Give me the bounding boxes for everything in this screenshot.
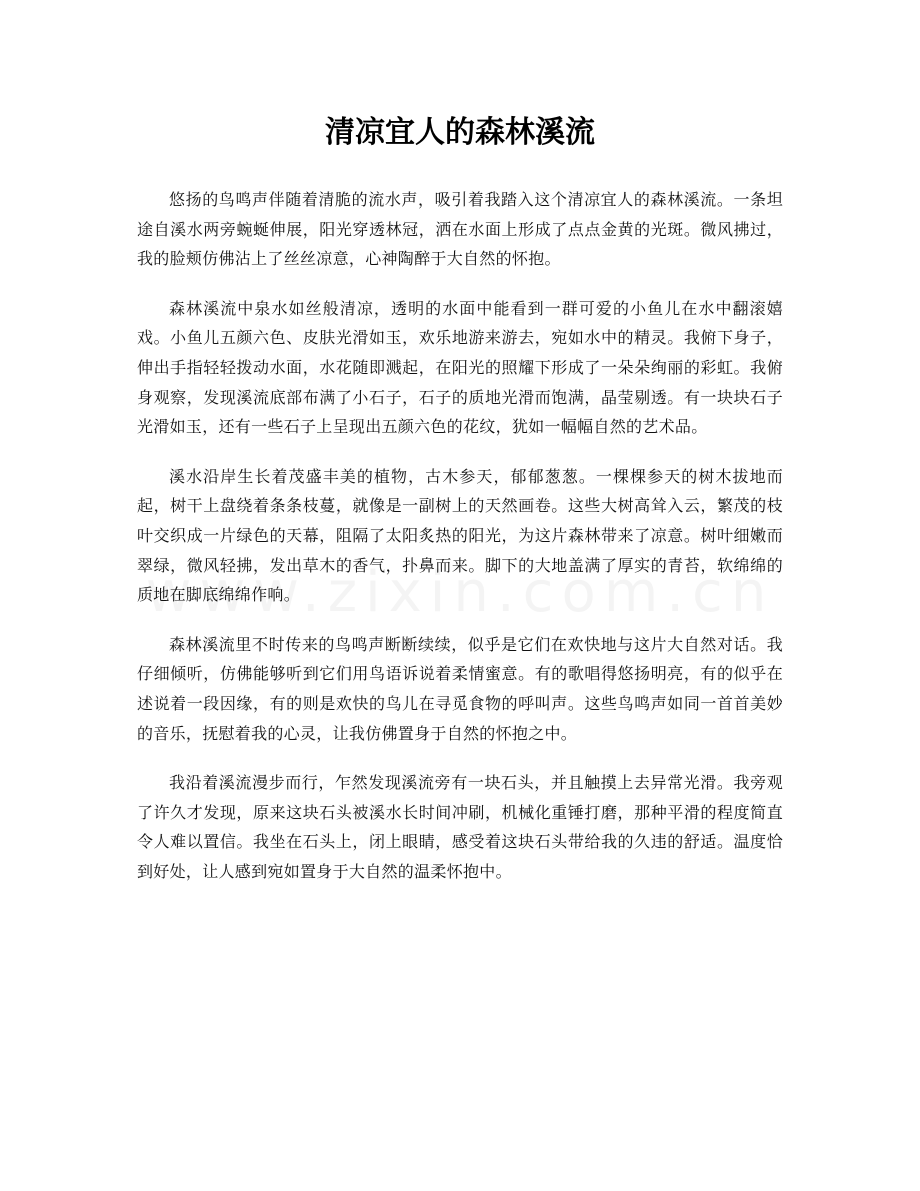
paragraph-4: 森林溪流里不时传来的鸟鸣声断断续续，似乎是它们在欢快地与这片大自然对话。我仔细倾听，仿佛能够听到它们用鸟语诉说着柔情蜜意。有的歌唱得悠扬明亮，有的似乎在述说着一段因缘，有的则是欢快的鸟儿在寻觅食物的呼叫声。这些鸟鸣声如同一首首美妙的音乐，抚慰着我的心灵，让我仿佛置身于自然的怀抱之中。 bbox=[137, 634, 783, 743]
paragraph-3: 溪水沿岸生长着茂盛丰美的植物，古木参天，郁郁葱葱。一棵棵参天的树木拔地而起，树干上盘绕着条条枝蔓，就像是一副树上的天然画卷。这些大树高耸入云，繁茂的枝叶交织成一片绿色的天幕，阻隔了太阳炙热的阳光，为这片森林带来了凉意。树叶细嫩而翠绿，微风轻拂，发出草木的香气，扑鼻而来。脚下的大地盖满了厚实的青苔，软绵绵的质地在脚底绵绵作响。 bbox=[137, 466, 783, 605]
document-title: 清凉宜人的森林溪流 bbox=[325, 115, 595, 150]
article-body bbox=[137, 185, 783, 906]
paragraph-2: 森林溪流中泉水如丝般清凉，透明的水面中能看到一群可爱的小鱼儿在水中翻滚嬉戏。小鱼儿五颜六色、皮肤光滑如玉，欢乐地游来游去，宛如水中的精灵。我俯下身子，伸出手指轻轻拨动水面，水花随即溅起，在阳光的照耀下形成了一朵朵绚丽的彩虹。我俯身观察，发现溪流底部布满了小石子，石子的质地光滑而饱满，晶莹剔透。有一块块石子光滑如玉，还有一些石子上呈现出五颜六色的花纹，犹如一幅幅自然的艺术品。 bbox=[137, 298, 783, 437]
paragraph-1: 悠扬的鸟鸣声伴随着清脆的流水声，吸引着我踏入这个清凉宜人的森林溪流。一条坦途自溪水两旁蜿蜒伸展，阳光穿透林冠，洒在水面上形成了点点金黄的光斑。微风拂过，我的脸颊仿佛沾上了丝丝凉意，心神陶醉于大自然的怀抱。 bbox=[137, 190, 783, 269]
paragraph-5: 我沿着溪流漫步而行，乍然发现溪流旁有一块石头，并且触摸上去异常光滑。我旁观了许久才发现，原来这块石头被溪水长时间冲刷，机械化重锤打磨，那种平滑的程度简直令人难以置信。我坐在石头上，闭上眼睛，感受着这块石头带给我的久违的舒适。温度恰到好处，让人感到宛如置身于大自然的温柔怀抱中。 bbox=[137, 773, 783, 881]
